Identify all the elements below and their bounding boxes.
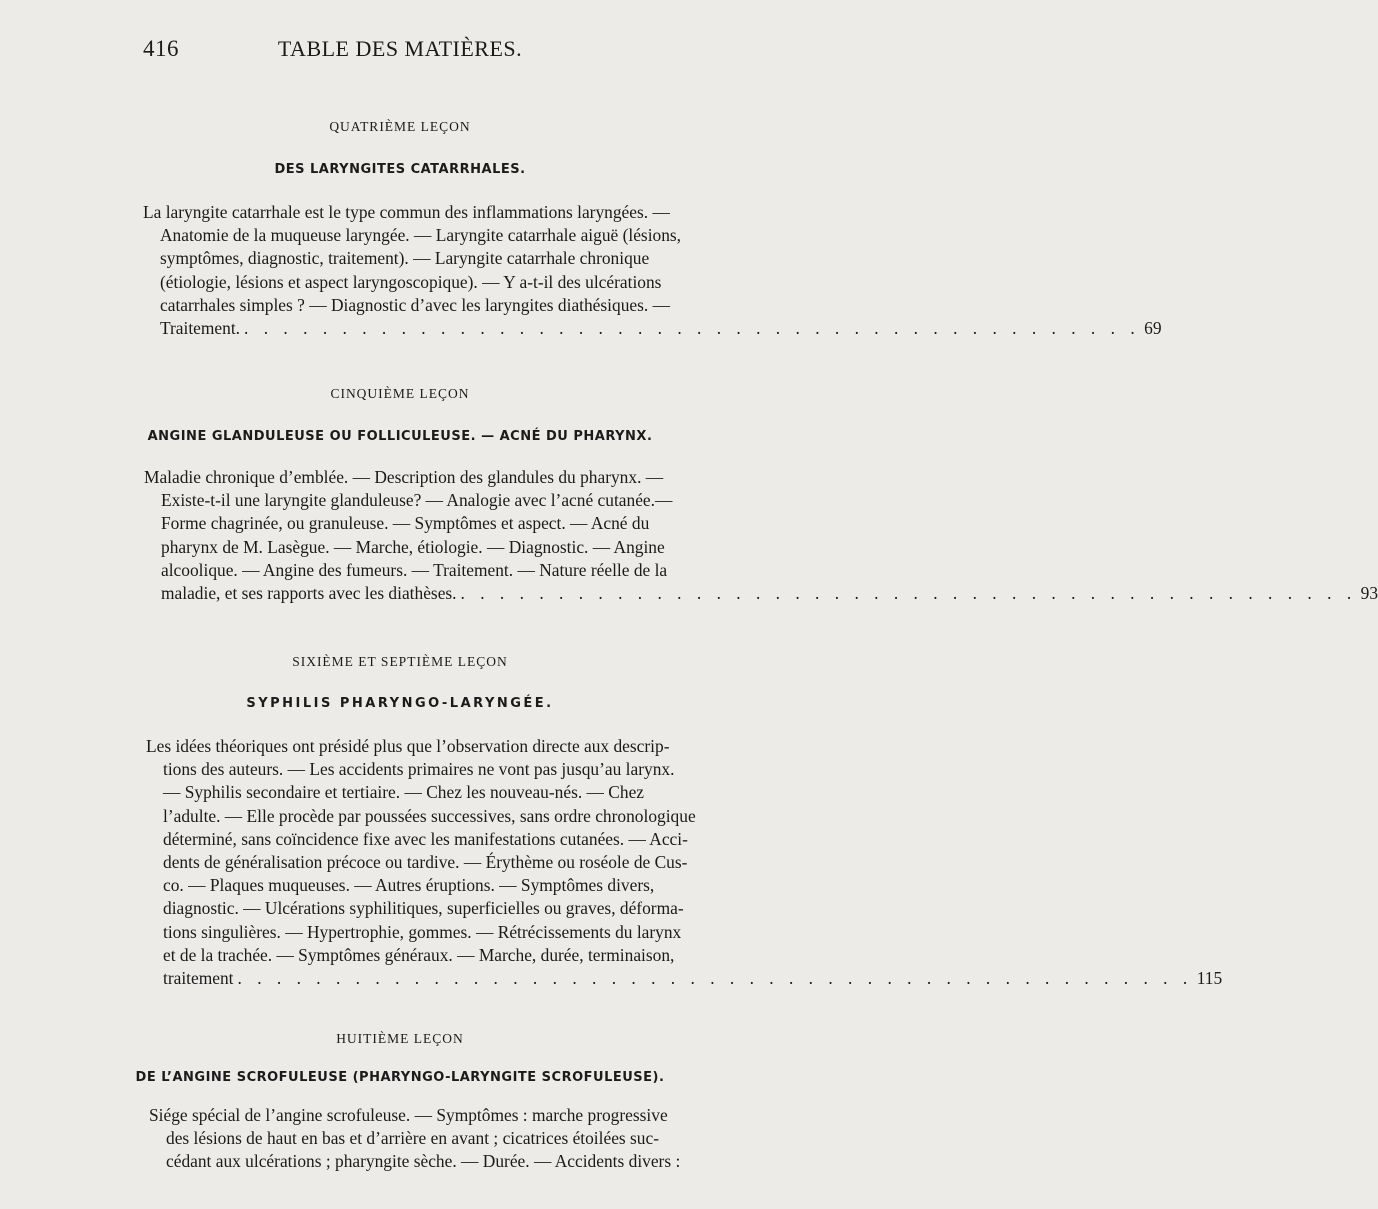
toc-entry-leader <box>161 582 1378 605</box>
lecon-label: CINQUIÈME LEÇON <box>330 386 470 401</box>
lecon-label: SIXIÈME ET SEPTIÈME LEÇON <box>292 654 508 669</box>
summary-line: Siége spécial de l’angine scrofuleuse. — Symptômes : marche progressive <box>149 1105 668 1125</box>
section-title: SYPHILIS PHARYNGO-LARYNGÉE. <box>246 696 554 711</box>
lecon-label: HUITIÈME LEÇON <box>336 1031 464 1046</box>
summary-line: catarrhales simples ? — Diagnostic d’avec les laryngites diathésiques. — <box>160 294 670 315</box>
section-title: DE L’ANGINE SCROFULEUSE (PHARYNGO-LARYNGITE SCROFULEUSE). <box>135 1070 665 1085</box>
summary-line: l’adulte. — Elle procède par poussées successives, sans ordre chronologique <box>163 805 696 826</box>
summary-last-line: maladie, et ses rapports avec les diathèses. <box>161 582 457 603</box>
summary-line: Existe-t-il une laryngite glanduleuse? — Analogie avec l’acné cutanée.— <box>161 490 673 511</box>
summary-line: (étiologie, lésions et aspect laryngoscopique). — Y a-t-il des ulcérations <box>160 271 662 292</box>
summary-line: tions des auteurs. — Les accidents primaires ne vont pas jusqu’au larynx. <box>163 759 675 780</box>
summary-line: dents de généralisation précoce ou tardive. — Érythème ou roséole de Cus- <box>163 851 688 872</box>
page-reference: 69 <box>1144 317 1162 338</box>
summary-line: alcoolique. — Angine des fumeurs. — Traitement. — Nature réelle de la <box>161 559 668 580</box>
summary-line: Maladie chronique d’emblée. — Description des glandules du pharynx. — <box>144 467 664 487</box>
section-summary <box>146 735 1223 990</box>
summary-line: — Syphilis secondaire et tertiaire. — Chez les nouveau-nés. — Chez <box>163 782 645 803</box>
toc-entry-leader <box>163 967 1223 990</box>
section-title: DES LARYNGITES CATARRHALES. <box>274 162 526 177</box>
dot-leader: . . . . . . . . . . . . . . . . . . . . . . . . . . . . . . . . . . . . . . . . . . . . . . . . . <box>237 967 1193 988</box>
section-summary <box>149 1104 764 1174</box>
summary-line: tions singulières. — Hypertrophie, gommes. — Rétrécissements du larynx <box>163 921 682 942</box>
summary-line: Anatomie de la muqueuse laryngée. — Laryngite catarrhale aiguë (lésions, <box>160 225 682 246</box>
page-number: 416 <box>143 36 179 61</box>
summary-line: pharynx de M. Lasègue. — Marche, étiologie. — Diagnostic. — Angine <box>161 536 665 557</box>
summary-line: diagnostic. — Ulcérations syphilitiques, superficielles ou graves, déforma- <box>163 898 684 919</box>
summary-line: Les idées théoriques ont présidé plus que l’observation directe aux descrip- <box>146 736 670 756</box>
summary-line: co. — Plaques muqueuses. — Autres éruptions. — Symptômes divers, <box>163 875 655 896</box>
dot-leader: . . . . . . . . . . . . . . . . . . . . . . . . . . . . . . . . . . . . . . . . . . . . . . <box>460 582 1357 603</box>
dot-leader: . . . . . . . . . . . . . . . . . . . . . . . . . . . . . . . . . . . . . . . . . . . . . . <box>244 317 1141 338</box>
summary-line: cédant aux ulcérations ; pharyngite sèche. — Durée. — Accidents divers : <box>166 1151 681 1172</box>
summary-last-line: Traitement. <box>160 317 241 338</box>
page-reference: 115 <box>1196 967 1223 988</box>
summary-last-line: traitement <box>163 967 234 988</box>
summary-line: des lésions de haut en bas et d’arrière en avant ; cicatrices étoilées suc- <box>166 1128 660 1149</box>
summary-line: Forme chagrinée, ou granuleuse. — Symptômes et aspect. — Acné du <box>161 513 650 534</box>
summary-line: symptômes, diagnostic, traitement). — Laryngite catarrhale chronique <box>160 248 650 269</box>
section-summary <box>144 466 1378 605</box>
summary-line: déterminé, sans coïncidence fixe avec les manifestations cutanées. — Acci- <box>163 828 688 849</box>
summary-line: et de la trachée. — Symptômes généraux. — Marche, durée, terminaison, <box>163 944 675 965</box>
section-summary <box>143 201 1162 340</box>
page-reference: 93 <box>1360 582 1378 603</box>
running-head <box>0 34 800 74</box>
lecon-label: QUATRIÈME LEÇON <box>329 119 471 134</box>
summary-line: La laryngite catarrhale est le type commun des inflammations laryngées. — <box>143 202 670 222</box>
toc-entry-leader <box>160 317 1162 340</box>
running-title: TABLE DES MATIÈRES. <box>277 36 523 61</box>
section-title: ANGINE GLANDULEUSE OU FOLLICULEUSE. — ACNÉ DU PHARYNX. <box>147 429 653 444</box>
